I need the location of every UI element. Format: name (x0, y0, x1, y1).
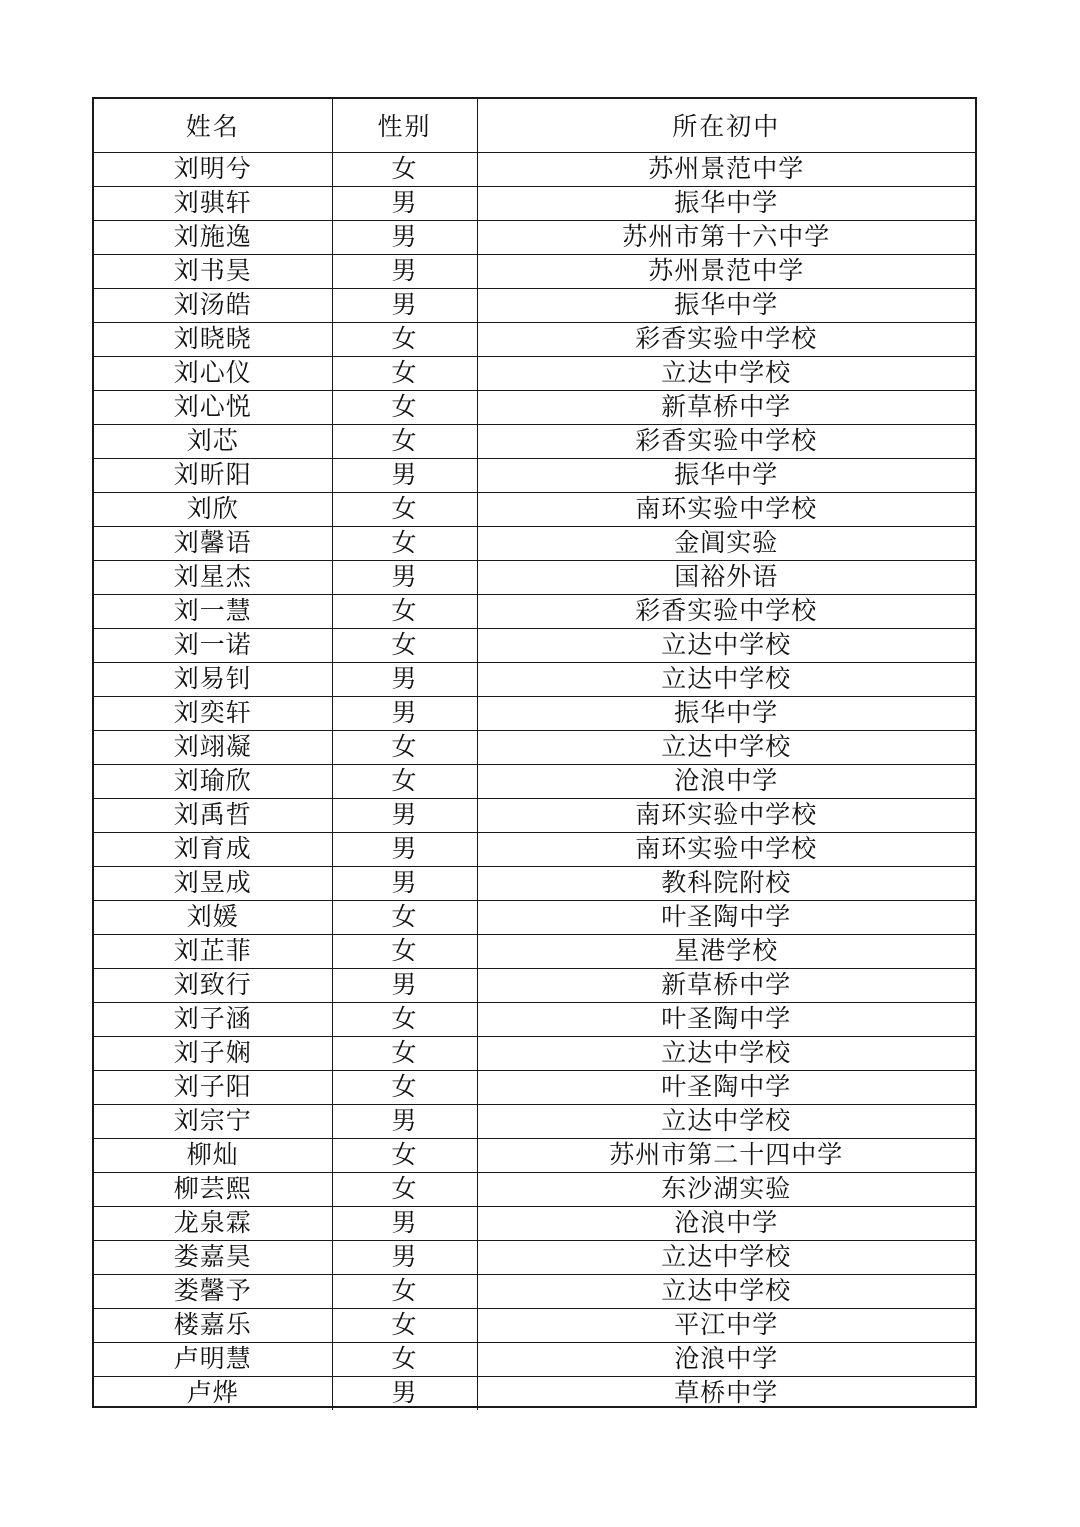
gender-cell: 男 (332, 1376, 477, 1410)
gender-cell: 男 (332, 458, 477, 492)
gender-cell: 男 (332, 1104, 477, 1138)
table-row (94, 1002, 975, 1036)
table-row (94, 798, 975, 832)
table-row (94, 560, 975, 594)
table-row (94, 424, 975, 458)
gender-cell: 男 (332, 288, 477, 322)
gender-cell: 女 (332, 1138, 477, 1172)
gender-cell: 女 (332, 1342, 477, 1376)
gender-cell: 女 (332, 322, 477, 356)
name-cell: 刘子阳 (94, 1070, 332, 1104)
school-cell: 平江中学 (477, 1308, 975, 1342)
header-school: 所在初中 (477, 99, 975, 152)
gender-cell: 男 (332, 186, 477, 220)
name-cell: 刘瑜欣 (94, 764, 332, 798)
gender-cell: 男 (332, 254, 477, 288)
school-cell: 南环实验中学校 (477, 798, 975, 832)
school-cell: 苏州市第十六中学 (477, 220, 975, 254)
school-cell: 东沙湖实验 (477, 1172, 975, 1206)
name-cell: 刘星杰 (94, 560, 332, 594)
gender-cell: 女 (332, 526, 477, 560)
name-cell: 刘明兮 (94, 152, 332, 186)
header-gender: 性别 (332, 99, 477, 152)
gender-cell: 男 (332, 696, 477, 730)
gender-cell: 男 (332, 832, 477, 866)
gender-cell: 女 (332, 1070, 477, 1104)
name-cell: 刘馨语 (94, 526, 332, 560)
table-row (94, 1172, 975, 1206)
school-cell: 立达中学校 (477, 1104, 975, 1138)
table-row (94, 968, 975, 1002)
table-row (94, 220, 975, 254)
gender-cell: 男 (332, 662, 477, 696)
school-cell: 星港学校 (477, 934, 975, 968)
table-row (94, 900, 975, 934)
table-row (94, 1206, 975, 1240)
school-cell: 苏州景范中学 (477, 152, 975, 186)
gender-cell: 女 (332, 934, 477, 968)
gender-cell: 男 (332, 220, 477, 254)
school-cell: 振华中学 (477, 186, 975, 220)
table-row (94, 662, 975, 696)
gender-cell: 男 (332, 1240, 477, 1274)
gender-cell: 男 (332, 968, 477, 1002)
table-row (94, 1274, 975, 1308)
table-row (94, 1240, 975, 1274)
school-cell: 彩香实验中学校 (477, 424, 975, 458)
gender-cell: 女 (332, 1172, 477, 1206)
table-row (94, 764, 975, 798)
name-cell: 刘禹哲 (94, 798, 332, 832)
name-cell: 刘一诺 (94, 628, 332, 662)
table-body (94, 152, 975, 1410)
gender-cell: 女 (332, 900, 477, 934)
table-row (94, 322, 975, 356)
table-row (94, 628, 975, 662)
name-cell: 刘媛 (94, 900, 332, 934)
name-cell: 刘汤皓 (94, 288, 332, 322)
name-cell: 龙泉霖 (94, 1206, 332, 1240)
table-row (94, 1308, 975, 1342)
table-row (94, 288, 975, 322)
name-cell: 楼嘉乐 (94, 1308, 332, 1342)
gender-cell: 男 (332, 798, 477, 832)
gender-cell: 女 (332, 492, 477, 526)
school-cell: 金阊实验 (477, 526, 975, 560)
name-cell: 刘心悦 (94, 390, 332, 424)
table-row (94, 186, 975, 220)
name-cell: 刘致行 (94, 968, 332, 1002)
school-cell: 南环实验中学校 (477, 832, 975, 866)
gender-cell: 男 (332, 866, 477, 900)
name-cell: 刘骐轩 (94, 186, 332, 220)
table-row (94, 526, 975, 560)
school-cell: 立达中学校 (477, 356, 975, 390)
school-cell: 沧浪中学 (477, 1342, 975, 1376)
school-cell: 苏州市第二十四中学 (477, 1138, 975, 1172)
school-cell: 国裕外语 (477, 560, 975, 594)
gender-cell: 女 (332, 356, 477, 390)
name-cell: 刘昱成 (94, 866, 332, 900)
gender-cell: 女 (332, 594, 477, 628)
school-cell: 叶圣陶中学 (477, 1002, 975, 1036)
school-cell: 彩香实验中学校 (477, 594, 975, 628)
name-cell: 刘书昊 (94, 254, 332, 288)
table-row (94, 1070, 975, 1104)
school-cell: 草桥中学 (477, 1376, 975, 1410)
table-row (94, 1036, 975, 1070)
school-cell: 新草桥中学 (477, 968, 975, 1002)
school-cell: 新草桥中学 (477, 390, 975, 424)
name-cell: 刘芷菲 (94, 934, 332, 968)
gender-cell: 女 (332, 424, 477, 458)
gender-cell: 女 (332, 628, 477, 662)
name-cell: 刘施逸 (94, 220, 332, 254)
table-row (94, 866, 975, 900)
gender-cell: 女 (332, 1002, 477, 1036)
name-cell: 刘欣 (94, 492, 332, 526)
table-row (94, 1104, 975, 1138)
table-row (94, 152, 975, 186)
name-cell: 刘奕轩 (94, 696, 332, 730)
school-cell: 沧浪中学 (477, 1206, 975, 1240)
school-cell: 振华中学 (477, 696, 975, 730)
name-cell: 柳灿 (94, 1138, 332, 1172)
table-row (94, 832, 975, 866)
school-cell: 振华中学 (477, 458, 975, 492)
table-row (94, 1376, 975, 1410)
name-cell: 刘育成 (94, 832, 332, 866)
table-row (94, 492, 975, 526)
table-row (94, 730, 975, 764)
school-cell: 南环实验中学校 (477, 492, 975, 526)
name-cell: 刘宗宁 (94, 1104, 332, 1138)
gender-cell: 男 (332, 560, 477, 594)
school-cell: 立达中学校 (477, 730, 975, 764)
table-row (94, 594, 975, 628)
gender-cell: 女 (332, 1274, 477, 1308)
table-row (94, 390, 975, 424)
name-cell: 柳芸熙 (94, 1172, 332, 1206)
name-cell: 刘易钊 (94, 662, 332, 696)
gender-cell: 女 (332, 152, 477, 186)
gender-cell: 女 (332, 764, 477, 798)
school-cell: 苏州景范中学 (477, 254, 975, 288)
name-cell: 刘晓晓 (94, 322, 332, 356)
table-row (94, 1342, 975, 1376)
name-cell: 刘翊凝 (94, 730, 332, 764)
name-cell: 卢明慧 (94, 1342, 332, 1376)
school-cell: 振华中学 (477, 288, 975, 322)
school-cell: 彩香实验中学校 (477, 322, 975, 356)
name-cell: 刘一慧 (94, 594, 332, 628)
table-row (94, 1138, 975, 1172)
name-cell: 卢烨 (94, 1376, 332, 1410)
school-cell: 立达中学校 (477, 662, 975, 696)
name-cell: 娄馨予 (94, 1274, 332, 1308)
gender-cell: 女 (332, 1036, 477, 1070)
name-cell: 刘心仪 (94, 356, 332, 390)
table-row (94, 254, 975, 288)
name-cell: 娄嘉昊 (94, 1240, 332, 1274)
school-cell: 立达中学校 (477, 1274, 975, 1308)
gender-cell: 女 (332, 730, 477, 764)
table-row (94, 458, 975, 492)
table-row (94, 356, 975, 390)
name-cell: 刘子涵 (94, 1002, 332, 1036)
school-cell: 叶圣陶中学 (477, 900, 975, 934)
table-row (94, 696, 975, 730)
table-header-row (94, 99, 975, 152)
name-cell: 刘子娴 (94, 1036, 332, 1070)
school-cell: 教科院附校 (477, 866, 975, 900)
school-cell: 叶圣陶中学 (477, 1070, 975, 1104)
school-cell: 沧浪中学 (477, 764, 975, 798)
gender-cell: 女 (332, 1308, 477, 1342)
name-cell: 刘芯 (94, 424, 332, 458)
table-row (94, 934, 975, 968)
school-cell: 立达中学校 (477, 1240, 975, 1274)
name-cell: 刘昕阳 (94, 458, 332, 492)
header-name: 姓名 (94, 99, 332, 152)
gender-cell: 男 (332, 1206, 477, 1240)
school-cell: 立达中学校 (477, 1036, 975, 1070)
student-roster-table (94, 99, 975, 1410)
school-cell: 立达中学校 (477, 628, 975, 662)
student-roster-sheet (92, 97, 977, 1408)
gender-cell: 女 (332, 390, 477, 424)
